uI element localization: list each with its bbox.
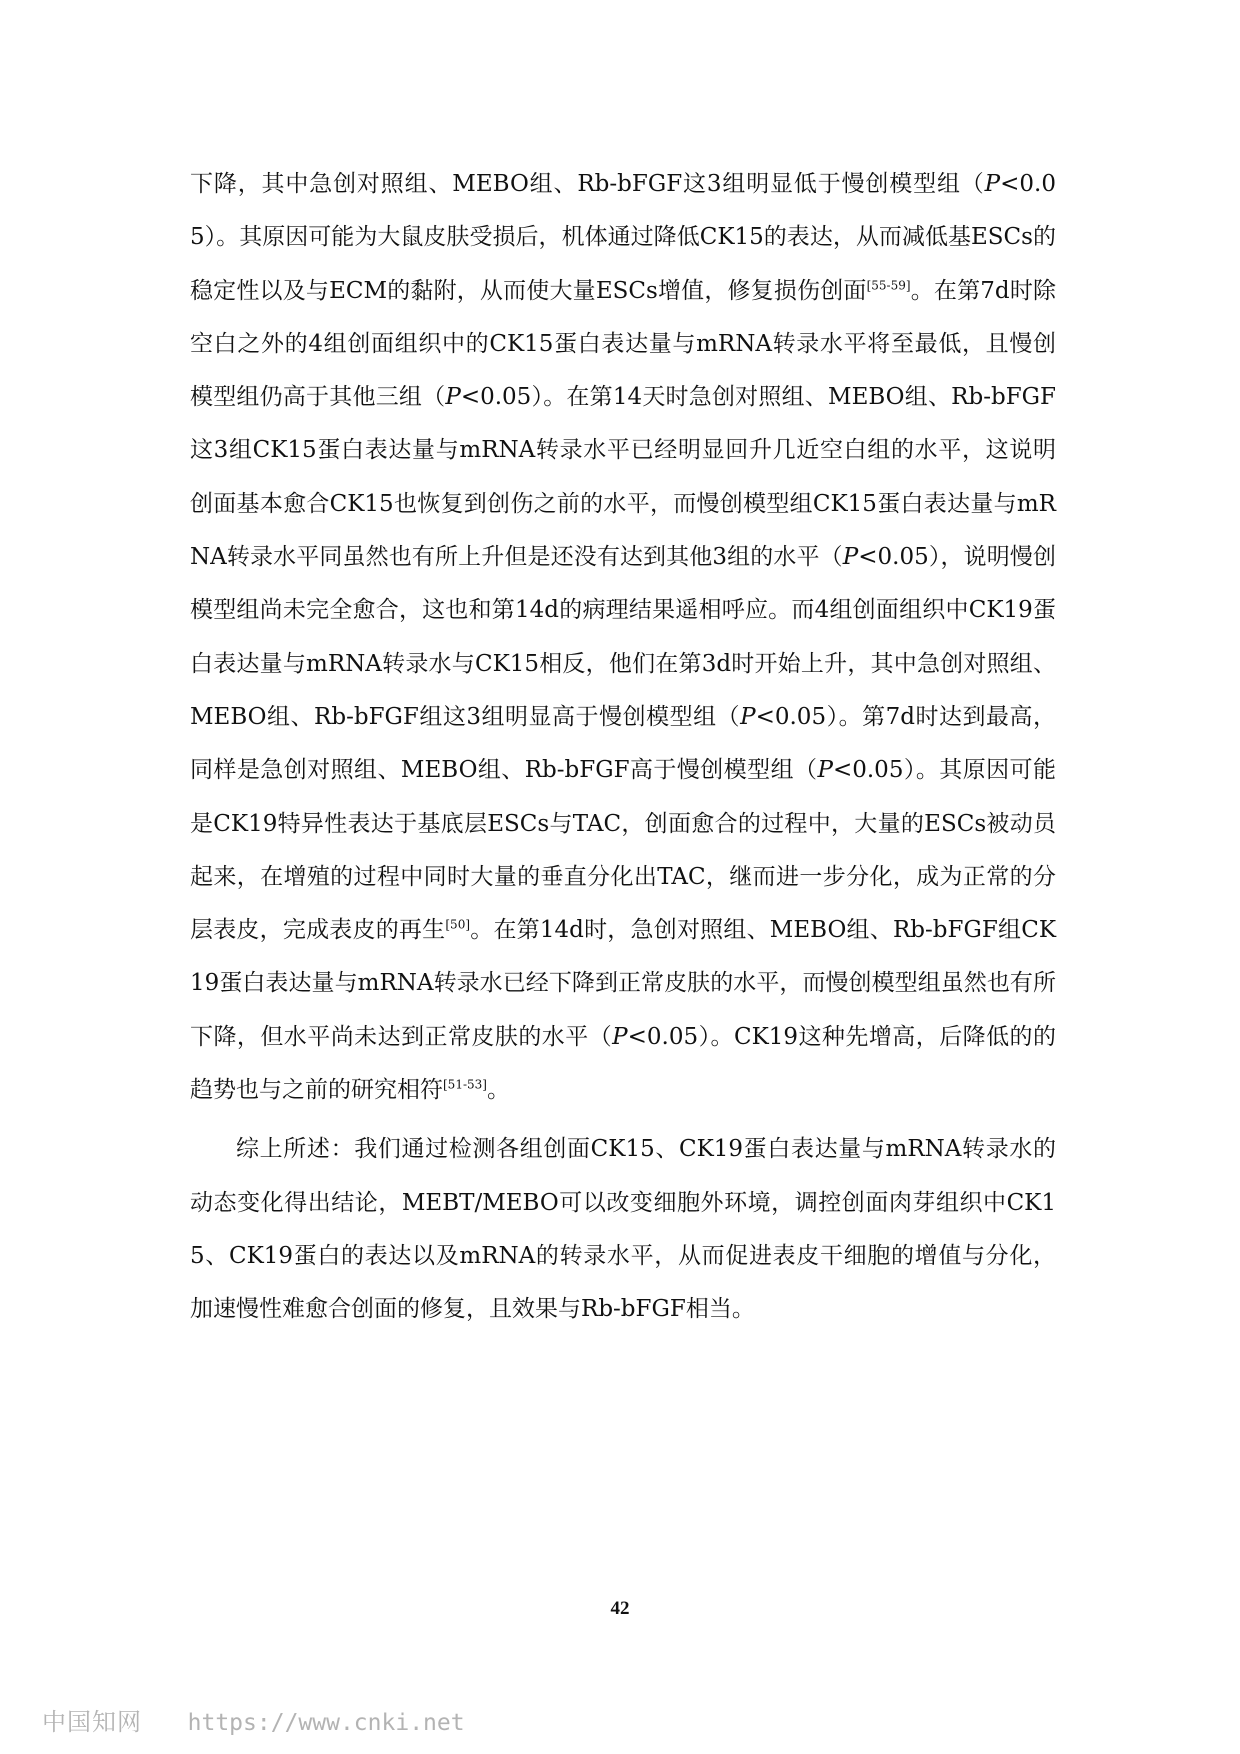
paragraph-summary bbox=[190, 1123, 1056, 1336]
p-value-symbol: P bbox=[612, 1023, 628, 1050]
text-run: 。 bbox=[486, 1077, 510, 1104]
text-run: <0.05），说明慢创模型组尚未完全愈合，这也和第14d的病理结果遥相呼应。而4组创面组织中CK19蛋白表达量与mRNA转录水与CK15相反，他们在第3d时开始上升，其中急创对照组、MEBO组、Rb-bFGF组这3组明显高于慢创模型组（ bbox=[190, 544, 1056, 730]
text-run: 综上所述：我们通过检测各组创面CK15、CK19蛋白表达量与mRNA转录水的动态变化得出结论，MEBT/MEBO可以改变细胞外环境，调控创面肉芽组织中CK15、CK19蛋白的表达以及mRNA的转录水平，从而促进表皮干细胞的增值与分化，加速慢性难愈合创面的修复，且效果与Rb-bFGF相当。 bbox=[190, 1136, 1056, 1323]
citation-ref: [55-59] bbox=[866, 277, 911, 292]
text-run: <0.05）。在第14天时急创对照组、MEBO组、Rb-bFGF这3组CK15蛋白表达量与mRNA转录水平已经明显回升几近空白组的水平，这说明创面基本愈合CK15也恢复到创伤之前的水平，而慢创模型组CK15蛋白表达量与mRNA转录水平同虽然也有所上升但是还没有达到其他3组的水平（ bbox=[190, 384, 1056, 571]
body-text bbox=[190, 158, 1056, 1337]
citation-ref: [50] bbox=[445, 917, 471, 932]
paragraph bbox=[190, 158, 1056, 1117]
page-number: 42 bbox=[610, 1598, 630, 1619]
watermark-brand: 中国知网 bbox=[42, 1708, 142, 1736]
watermark-url: https://www.cnki.net bbox=[187, 1710, 465, 1736]
text-run: 下降，其中急创对照组、MEBO组、Rb-bFGF这3组明显低于慢创模型组（ bbox=[190, 171, 985, 197]
citation-ref: [51-53] bbox=[443, 1077, 487, 1092]
p-value-symbol: P bbox=[817, 757, 833, 784]
text-run: <0.05）。CK19这种先增高，后降低的的趋势也与之前的研究相符 bbox=[190, 1023, 1057, 1104]
p-value-symbol: P bbox=[984, 171, 1001, 197]
text-run: <0.05）。第7d时达到最高，同样是急创对照组、MEBO组、Rb-bFGF高于慢创模型组（ bbox=[190, 703, 1056, 784]
text-run: <0.05）。其原因可能是CK19特异性表达于基底层ESCs与TAC，创面愈合的过程中，大量的ESCs被动员起来，在增殖的过程中同时大量的垂直分化出TAC，继而进一步分化，成为正常的分层表皮，完成表皮的再生 bbox=[190, 757, 1056, 944]
p-value-symbol: P bbox=[842, 544, 859, 571]
watermark bbox=[42, 1702, 465, 1737]
p-value-symbol: P bbox=[445, 384, 461, 411]
p-value-symbol: P bbox=[740, 703, 756, 730]
text-run: 。在第7d时除空白之外的4组创面组织中的CK15蛋白表达量与mRNA转录水平将至最低，且慢创模型组仍高于其他三组（ bbox=[190, 277, 1057, 411]
text-run: <0.05）。其原因可能为大鼠皮肤受损后，机体通过降低CK15的表达，从而减低基ESCs的稳定性以及与ECM的黏附，从而使大量ESCs增值，修复损伤创面 bbox=[190, 171, 1056, 304]
text-run: 。在第14d时，急创对照组、MEBO组、Rb-bFGF组CK19蛋白表达量与mRNA转录水已经下降到正常皮肤的水平，而慢创模型组虽然也有所下降，但水平尚未达到正常皮肤的水平（ bbox=[190, 917, 1057, 1050]
